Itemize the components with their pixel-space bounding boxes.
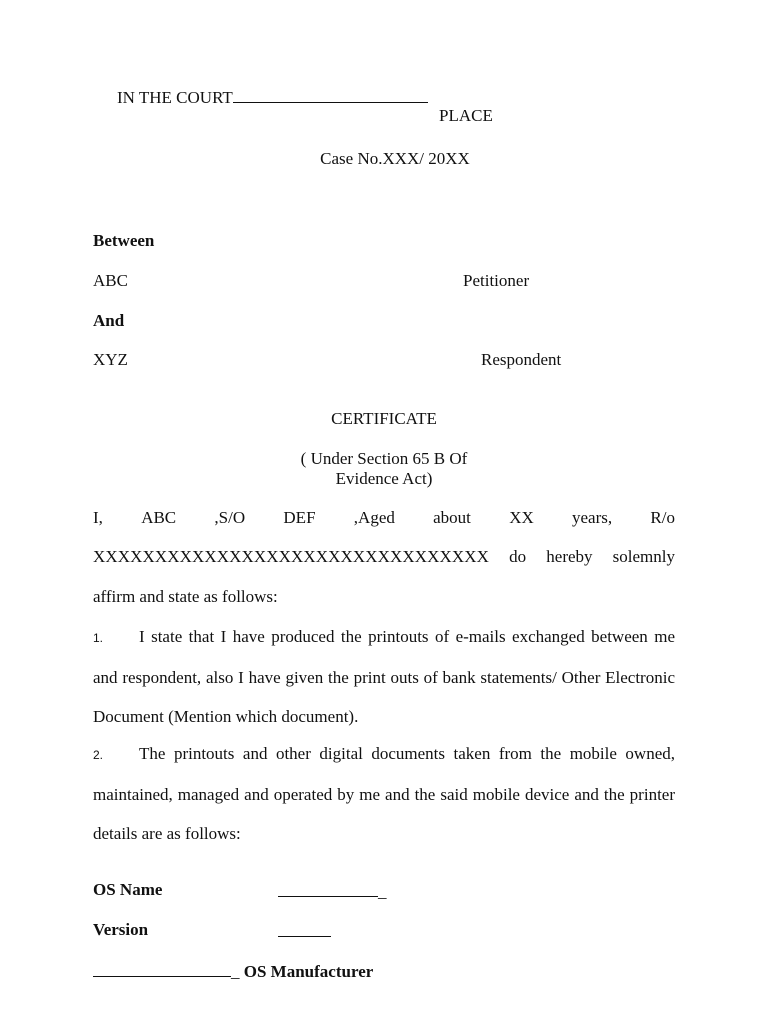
- word: DEF: [283, 508, 316, 527]
- court-prefix: IN THE COURT: [117, 88, 233, 107]
- os-manufacturer-row: [93, 960, 373, 982]
- point-text: I state that I have produced the printouts of e-mails exchanged between me and respondent, also I have given the print outs of bank statements/ Other Electronic Document (Mention which document).: [93, 627, 675, 726]
- respondent-name: XYZ: [93, 350, 128, 369]
- os-name-suffix: _: [378, 882, 387, 901]
- place-label: PLACE: [439, 106, 493, 125]
- section-line-2: Evidence Act): [335, 469, 433, 488]
- court-heading: [117, 86, 428, 108]
- point-number: 1.: [93, 631, 104, 645]
- version-label: Version: [93, 920, 149, 939]
- section-line-1: ( Under Section 65 B Of: [300, 449, 468, 468]
- declaration-line-2: [93, 547, 675, 567]
- case-number: Case No.XXX/ 20XX: [320, 149, 470, 168]
- declaration-line-1: [93, 508, 675, 528]
- word: solemnly: [612, 547, 675, 566]
- point-1: [93, 617, 675, 736]
- petitioner-label: Petitioner: [463, 271, 530, 290]
- residence-placeholder: XXXXXXXXXXXXXXXXXXXXXXXXXXXXXXXX: [93, 547, 490, 566]
- word: XX: [509, 508, 534, 527]
- os-name-label: OS Name: [93, 880, 163, 899]
- os-name-field: [278, 880, 387, 902]
- os-manufacturer-blank: [93, 960, 231, 977]
- word: R/o: [650, 508, 675, 527]
- word: do: [509, 547, 527, 566]
- version-field: [278, 920, 331, 942]
- respondent-label: Respondent: [481, 350, 562, 369]
- os-manufacturer-suffix: _: [231, 962, 240, 981]
- and-label: And: [93, 311, 125, 330]
- os-manufacturer-label: OS Manufacturer: [243, 962, 374, 981]
- os-name-blank: [278, 880, 378, 897]
- point-2: [93, 734, 675, 853]
- word: about: [433, 508, 471, 527]
- declaration-line-3: affirm and state as follows:: [93, 587, 278, 606]
- certificate-title: CERTIFICATE: [331, 409, 437, 428]
- word: years,: [572, 508, 613, 527]
- point-number: 2.: [93, 748, 104, 762]
- word: ABC: [141, 508, 177, 527]
- word: ,Aged: [353, 508, 395, 527]
- petitioner-name: ABC: [93, 271, 128, 290]
- word: ,S/O: [214, 508, 246, 527]
- word: I,: [93, 508, 103, 527]
- court-name-blank: [233, 86, 428, 103]
- version-blank: [278, 920, 331, 937]
- between-label: Between: [93, 231, 155, 250]
- word: hereby: [546, 547, 593, 566]
- point-text: The printouts and other digital documents taken from the mobile owned, maintained, managed and operated by me and the said mobile device and the printer details are as follows:: [93, 744, 675, 843]
